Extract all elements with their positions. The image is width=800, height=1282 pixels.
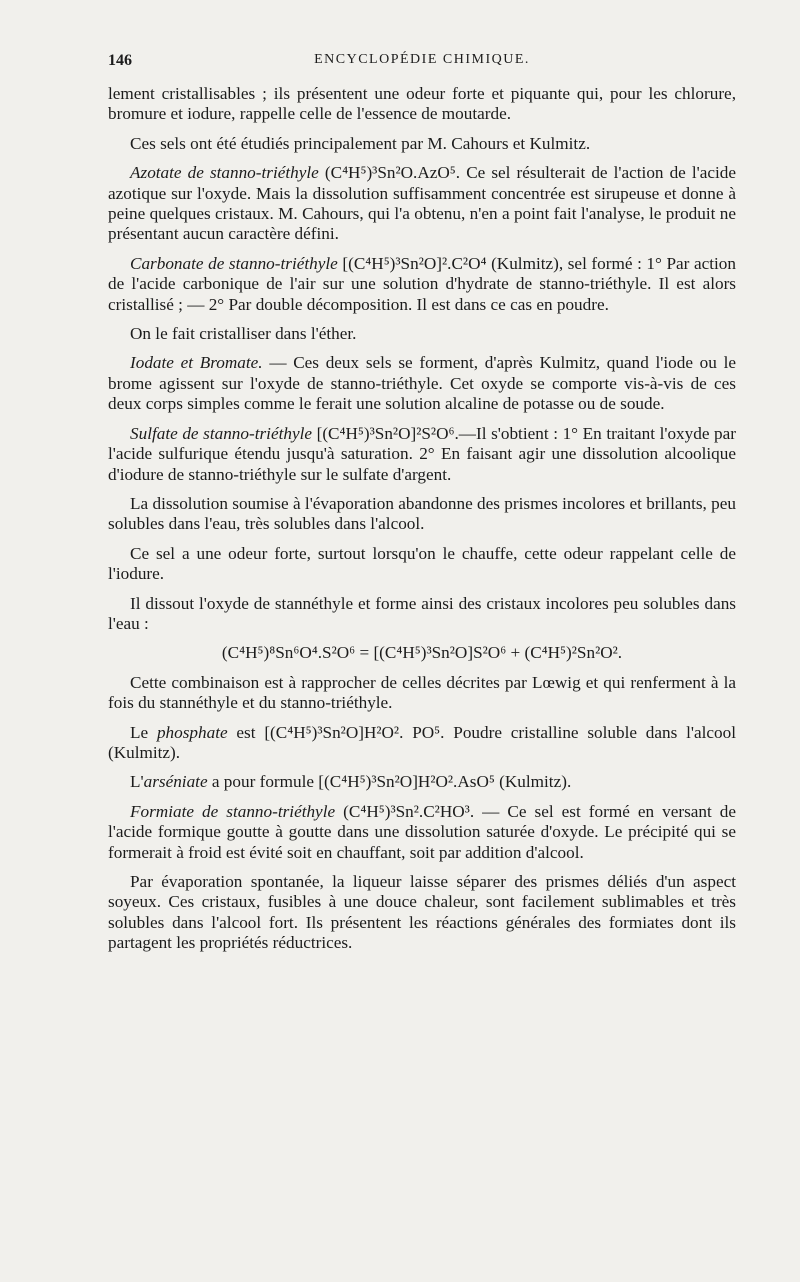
paragraph-formiate: Formiate de stanno-triéthyle (C⁴H⁵)³Sn².C²HO³. — Ce sel est formé en versant de l'acide formique goutte à goutte dans une dissolution saturée d'oxyde. Le précipité qui se formerait à froid est évité soit en chauffant, soit par addition d'alcool. <box>108 801 737 862</box>
paragraph-sulfate-dissolves: Il dissout l'oxyde de stannéthyle et forme ainsi des cristaux incolores peu solubles dans l'eau : <box>108 593 736 633</box>
paragraph-combination: Cette combinaison est à rapprocher de celles décrites par Lœwig et qui renferment à la fois du stannéthyle et du stanno-triéthyle. <box>108 672 736 713</box>
page-number: 146 <box>108 52 132 69</box>
paragraph-1: lement cristallisables ; ils présentent une odeur forte et piquante qui, pour les chlorure, bromure et iodure, rappelle celle de l'essence de moutarde. <box>108 84 736 124</box>
paragraph-iodate-bromate: Iodate et Bromate. — Ces deux sels se forment, d'après Kulmitz, quand l'iode ou le brome agissent sur l'oxyde de stanno-triéthyle. Cet oxyde se comporte vis-à-vis de ces deux corps simples comme le ferait une solution alcaline de potasse ou de soude. <box>108 353 736 414</box>
paragraph-arseniate: L'arséniate a pour formule [(C⁴H⁵)³Sn²O]H²O².AsO⁵ (Kulmitz). <box>130 772 572 792</box>
section-heading-iodate-bromate: Iodate et Bromate. <box>130 353 263 373</box>
formula-azotate: (C⁴H⁵)³Sn²O.AzO⁵. <box>324 163 461 183</box>
paragraph-phosphate: Le phosphate est [(C⁴H⁵)³Sn²O]H²O². PO⁵. Poudre cristalline soluble dans l'alcool (Kulmitz). <box>108 722 736 762</box>
page-body <box>108 84 736 963</box>
section-heading-arseniate: arséniate <box>143 772 208 792</box>
paragraph-azotate: Azotate de stanno-triéthyle (C⁴H⁵)³Sn²O.AzO⁵. Ce sel résulterait de l'action de l'acide azotique sur l'oxyde. Mais la dissolution suffisamment concentrée est sirupeuse et donne à peine quelques cristaux. M. Cahours, qui l'a obtenu, n'en a point fait l'analyse, le produit ne présentant aucun caractère défini. <box>108 163 737 244</box>
paragraph-sulfate-evaporation: La dissolution soumise à l'évaporation abandonne des prismes incolores et brillants, peu solubles dans l'eau, très solubles dans l'alcool. <box>108 493 736 534</box>
formula-formiate: (C⁴H⁵)³Sn².C²HO³. <box>343 801 475 821</box>
section-heading-formiate: Formiate de stanno-triéthyle <box>130 801 336 821</box>
section-heading-sulfate: Sulfate de stanno-triéthyle <box>130 423 312 443</box>
paragraph-carbonate-ether: On le fait cristalliser dans l'éther. <box>130 324 357 344</box>
equation: (C⁴H⁵)⁸Sn⁶O⁴.S²O⁶ = [(C⁴H⁵)³Sn²O]S²O⁶ + (C⁴H⁵)²Sn²O². <box>221 643 623 663</box>
paragraph-sulfate: Sulfate de stanno-triéthyle [(C⁴H⁵)³Sn²O]²S²O⁶.—Il s'obtient : 1° En traitant l'oxyde par l'acide sulfurique étendu jusqu'à saturation. 2° En faisant agir une dissolution alcoolique d'iodure de stanno-triéthyle sur le sulfate d'argent. <box>108 423 737 484</box>
page-header <box>108 50 736 78</box>
section-heading-phosphate: phosphate <box>156 722 228 742</box>
running-title: ENCYCLOPÉDIE CHIMIQUE. <box>314 52 530 67</box>
section-heading-azotate: Azotate de stanno-triéthyle <box>130 163 319 183</box>
formula-carbonate: [(C⁴H⁵)³Sn²O]².C²O⁴ <box>342 253 487 273</box>
section-heading-carbonate: Carbonate de stanno-triéthyle <box>130 253 338 273</box>
paragraph-formiate-evaporation: Par évaporation spontanée, la liqueur laisse séparer des prismes déliés d'un aspect soyeux. Ces cristaux, fusibles à une douce chaleur, sont facilement sublimables et très solubles dans l'alcool fort. Ils présentent les réactions générales des formiates dont ils partagent les propriétés réductrices. <box>108 872 736 953</box>
paragraph-sulfate-odor: Ce sel a une odeur forte, surtout lorsqu'on le chauffe, cette odeur rappelant celle de l'iodure. <box>108 543 736 584</box>
paragraph-2: Ces sels ont été étudiés principalement par M. Cahours et Kulmitz. <box>130 133 591 153</box>
formula-sulfate: [(C⁴H⁵)³Sn²O]²S²O⁶. <box>316 423 459 443</box>
paragraph-carbonate: Carbonate de stanno-triéthyle [(C⁴H⁵)³Sn²O]².C²O⁴ (Kulmitz), sel formé : 1° Par action de l'acide carbonique de l'air sur une solution d'hydrate de stanno-triéthyle. Il est alors cristallisé ; — 2° Par double décomposition. Il est dans ce cas en poudre. <box>108 253 736 314</box>
